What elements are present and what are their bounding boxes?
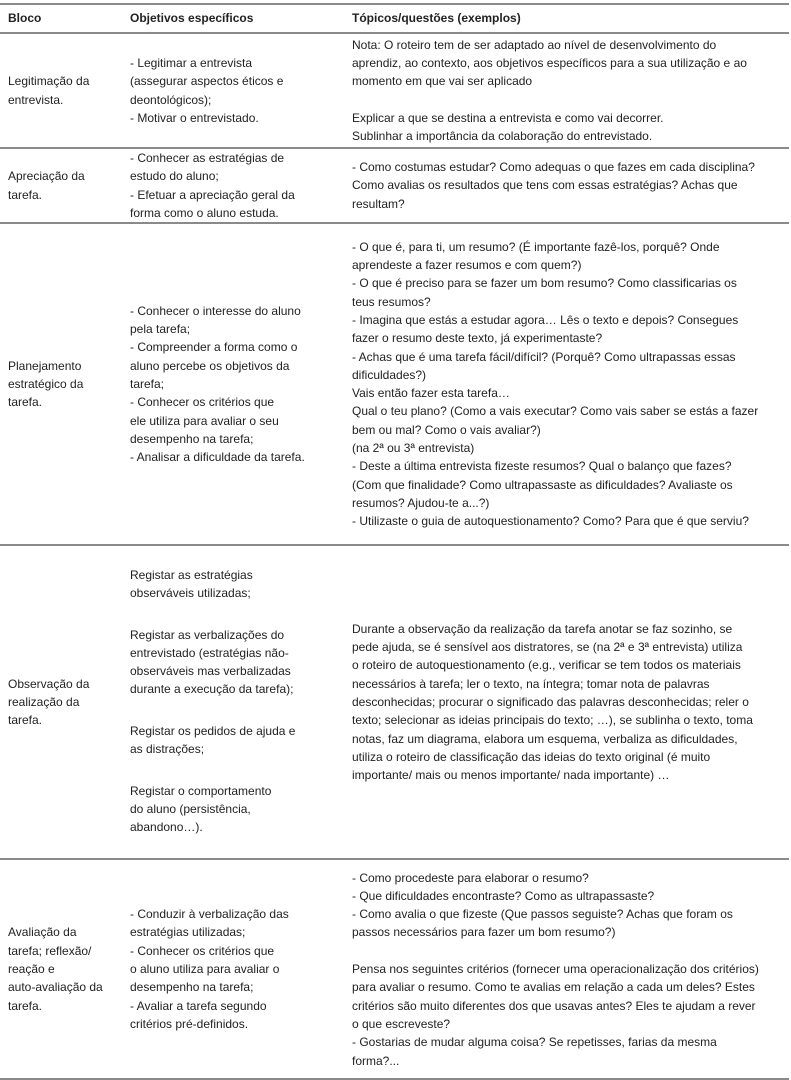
objetivos-cell (130, 545, 352, 859)
topicos-cell: - Como costumas estudar? Como adequas o que fazes em cada disciplina? Como avalias os resultados que tens com essas estratégias? Achas que resultam? (352, 148, 789, 223)
objetivo-item: Registar o comportamento do aluno (persistência, abandono…). (130, 784, 272, 835)
table-row (0, 859, 789, 1079)
header-topicos: Tópicos/questões (exemplos) (352, 4, 789, 33)
bloco-cell: Observação da realização da tarefa. (0, 545, 130, 859)
table-row (0, 148, 789, 223)
topicos-cell: - O que é, para ti, um resumo? (É importante fazê-los, porquê? Onde aprendeste a fazer resumos e com quem?) - O que é preciso para se fazer um bom resumo? Como classificarias os teus resumos? - Imagina que estás a estudar agora… Lês o texto e depois? Consegues fazer o resumo deste texto, já experimentaste? - Achas que é uma tarefa fácil/difícil? (Porquê? Como ultrapassas essas dificuldades?) Vais então fazer esta tarefa… Qual o teu plano? (Como a vais executar? Como vais saber se estás a fazer bem ou mal? Como o vais avaliar?) (na 2ª ou 3ª entrevista) - Deste a última entrevista fizeste resumos? Qual o balanço que fazes? (Com que finalidade? Como ultrapassaste as dificuldades? Avaliaste os resumos? Ajudou-te a...?) - Utilizaste o guia de autoquestionamento? Como? Para que é que serviu? (352, 223, 789, 545)
objetivo-item: Registar as verbalizações do entrevistado (estratégias não- observáveis mas verbalizadas durante a execução da tarefa); (130, 628, 294, 697)
interview-script-table (0, 3, 789, 1080)
topicos-cell: - Como procedeste para elaborar o resumo? - Que dificuldades encontraste? Como as ultrapassaste? - Como avalia o que fizeste (Que passos seguiste? Achas que foram os passos necessários para fazer um bom resumo?) Pensa nos seguintes critérios (fornecer uma operacionalização dos critérios) para avaliar o resumo. Como te avalias em relação a cada um deles? Estes critérios são muito diferentes dos que usavas antes? Eles te ajudam a rever o que escreveste? - Gostarias de mudar alguma coisa? Se repetisses, farias da mesma forma?... (352, 859, 789, 1079)
bloco-cell: Avaliação da tarefa; reflexão/ reação e auto-avaliação da tarefa. (0, 859, 130, 1079)
objetivos-cell: - Conduzir à verbalização das estratégias utilizadas; - Conhecer os critérios que o aluno utiliza para avaliar o desempenho na tarefa; - Avaliar a tarefa segundo critérios pré-definidos. (130, 859, 352, 1079)
topicos-cell: Durante a observação da realização da tarefa anotar se faz sozinho, se pede ajuda, se é sensível aos distratores, se (na 2ª e 3ª entrevista) utiliza o roteiro de autoquestionamento (e.g., verificar se tem todos os materiais necessários à tarefa; ler o texto, na íntegra; tomar nota de palavras desconhecidas; procurar o significado das palavras desconhecidas; reler o texto; selecionar as ideias principais do texto; …), se sublinha o texto, toma notas, faz um diagrama, elabora um esquema, verbaliza as dificuldades, utiliza o roteiro de classificação das ideias do texto original (é muito importante/ mais ou menos importante/ nada importante) … (352, 545, 789, 859)
header-bloco: Bloco (0, 4, 130, 33)
topicos-cell: Nota: O roteiro tem de ser adaptado ao nível de desenvolvimento do aprendiz, ao contexto, aos objetivos específicos para a sua utilização e ao momento em que vai ser aplicado Explicar a que se destina a entrevista e como vai decorrer. Sublinhar a importância da colaboração do entrevistado. (352, 33, 789, 148)
table-header-row (0, 4, 789, 33)
objetivos-cell: - Conhecer o interesse do aluno pela tarefa; - Compreender a forma como o aluno percebe os objetivos da tarefa; - Conhecer os critérios que ele utiliza para avaliar o seu desempenho na tarefa; - Analisar a dificuldade da tarefa. (130, 223, 352, 545)
table-row (0, 545, 789, 859)
header-objetivos: Objetivos específicos (130, 4, 352, 33)
bloco-cell: Apreciação da tarefa. (0, 148, 130, 223)
table-row (0, 33, 789, 148)
bloco-cell: Legitimação da entrevista. (0, 33, 130, 148)
objetivo-item: Registar as estratégias observáveis utilizadas; (130, 568, 253, 601)
table-row (0, 223, 789, 545)
bloco-cell: Planejamento estratégico da tarefa. (0, 223, 130, 545)
objetivo-item: Registar os pedidos de ajuda e as distrações; (130, 724, 296, 757)
objetivos-cell: - Legitimar a entrevista (assegurar aspectos éticos e deontológicos); - Motivar o entrevistado. (130, 33, 352, 148)
objetivos-cell: - Conhecer as estratégias de estudo do aluno; - Efetuar a apreciação geral da forma como o aluno estuda. (130, 148, 352, 223)
